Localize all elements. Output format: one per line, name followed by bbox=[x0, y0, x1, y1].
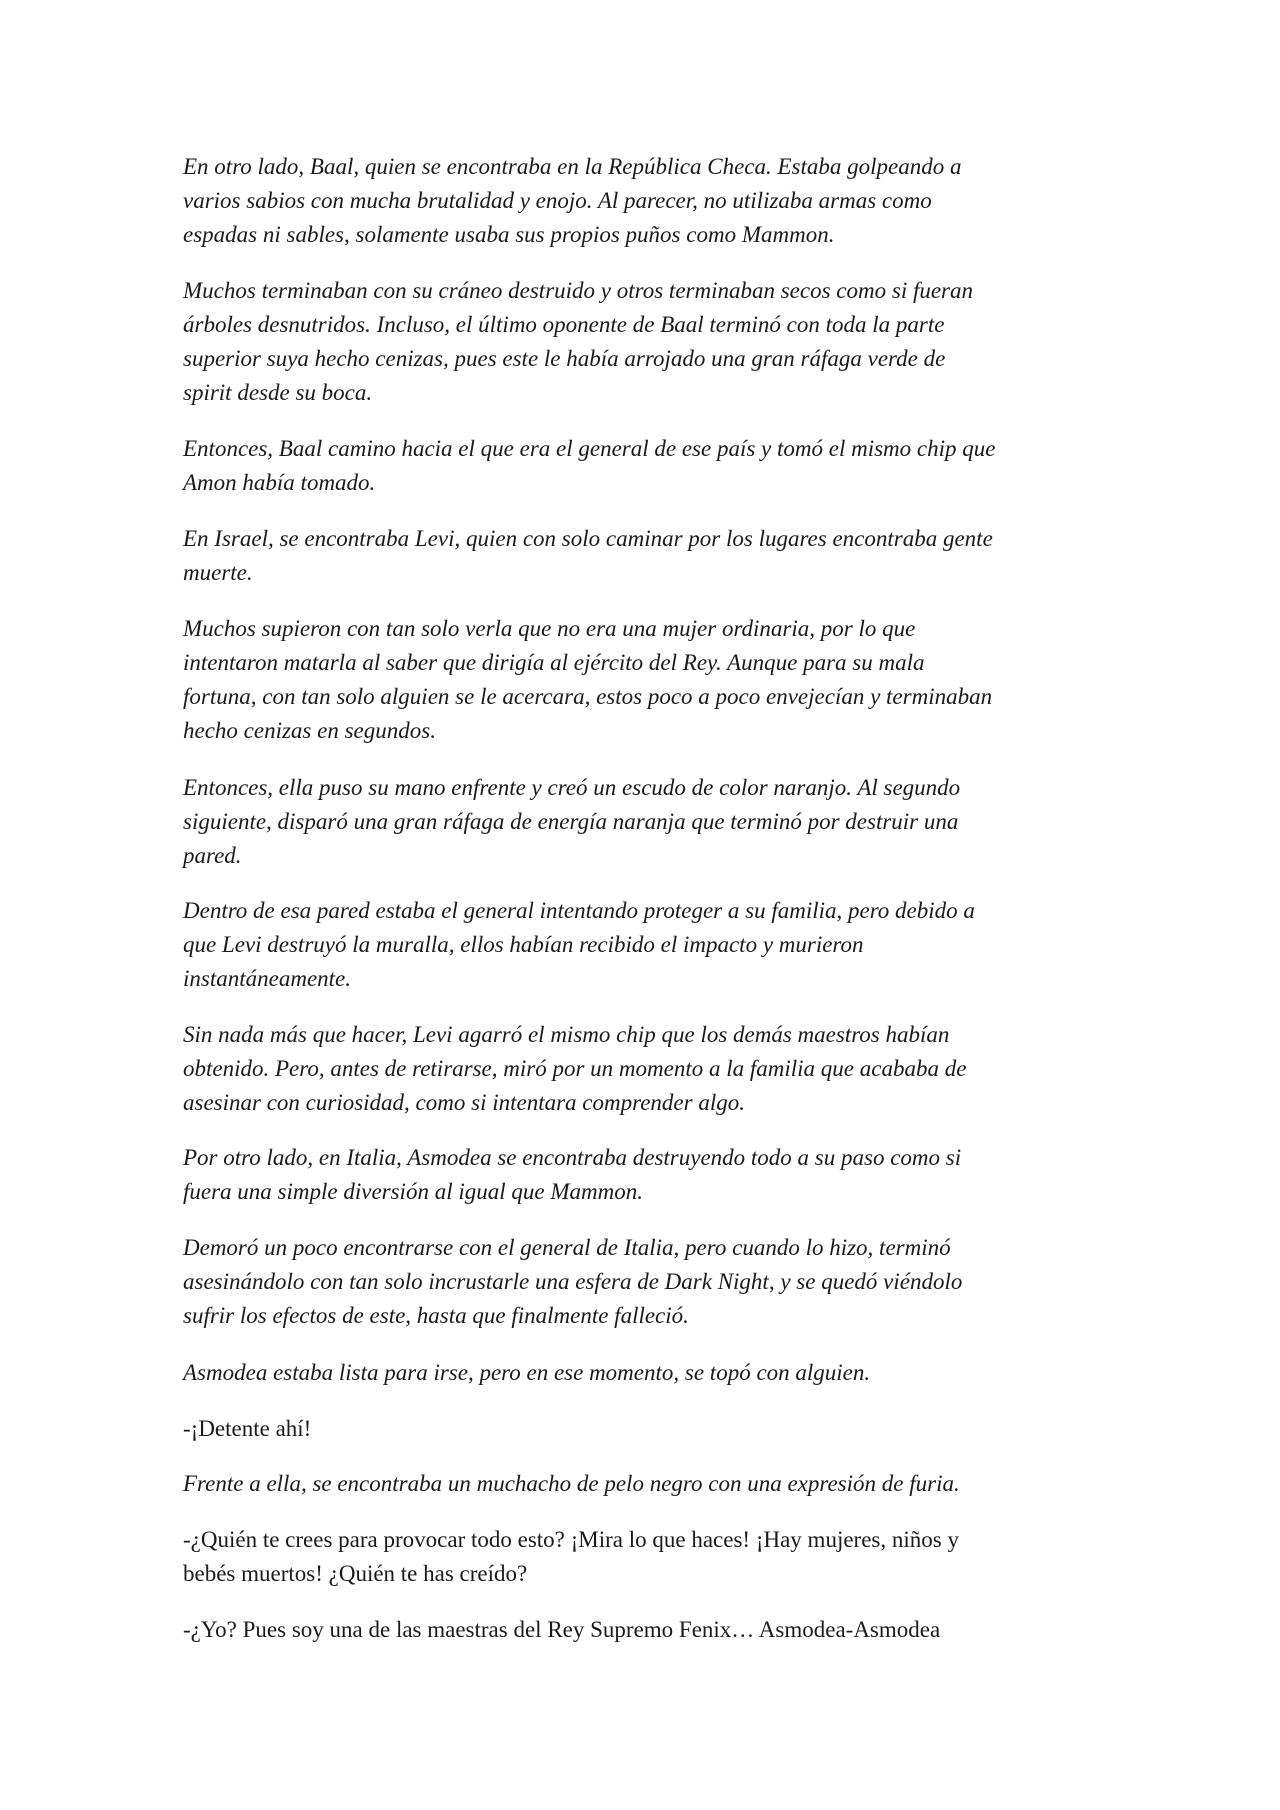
text-line: instantáneamente. bbox=[183, 966, 351, 991]
paragraph bbox=[183, 1523, 959, 1591]
text-line: -¿Yo? Pues soy una de las maestras del Rey Supremo Fenix… Asmodea-Asmodea bbox=[183, 1617, 941, 1642]
text-line: hecho cenizas en segundos. bbox=[183, 718, 436, 743]
text-line: sufrir los efectos de este, hasta que finalmente falleció. bbox=[183, 1303, 689, 1328]
text-line: pared. bbox=[183, 843, 242, 868]
paragraph bbox=[183, 274, 973, 410]
paragraph bbox=[183, 1412, 311, 1446]
paragraph bbox=[183, 432, 995, 500]
text-line: -¡Detente ahí! bbox=[183, 1416, 312, 1441]
paragraph bbox=[183, 150, 961, 252]
paragraph bbox=[183, 1018, 966, 1120]
text-line: Muchos terminaban con su cráneo destruido y otros terminaban secos como si fueran bbox=[183, 278, 974, 303]
text-line: Entonces, ella puso su mano enfrente y creó un escudo de color naranjo. Al segundo bbox=[183, 775, 961, 800]
text-line: Frente a ella, se encontraba un muchacho de pelo negro con una expresión de furia. bbox=[183, 1471, 960, 1496]
paragraph bbox=[183, 612, 992, 748]
text-line: muerte. bbox=[183, 560, 253, 585]
paragraph bbox=[183, 771, 960, 873]
text-line: Amon había tomado. bbox=[183, 470, 376, 495]
text-line: En otro lado, Baal, quien se encontraba en la República Checa. Estaba golpeando a bbox=[183, 154, 962, 179]
text-line: que Levi destruyó la muralla, ellos habían recibido el impacto y murieron bbox=[183, 932, 864, 957]
text-line: árboles desnutridos. Incluso, el último oponente de Baal terminó con toda la parte bbox=[183, 312, 945, 337]
text-line: obtenido. Pero, antes de retirarse, miró por un momento a la familia que acababa de bbox=[183, 1056, 967, 1081]
text-line: varios sabios con mucha brutalidad y enojo. Al parecer, no utilizaba armas como bbox=[183, 188, 932, 213]
text-line: -¿Quién te crees para provocar todo esto? ¡Mira lo que haces! ¡Hay mujeres, niños y bbox=[183, 1527, 959, 1552]
text-line: superior suya hecho cenizas, pues este le había arrojado una gran ráfaga verde de bbox=[183, 346, 946, 371]
paragraph bbox=[183, 1231, 962, 1333]
text-line: En Israel, se encontraba Levi, quien con solo caminar por los lugares encontraba gente bbox=[183, 526, 993, 551]
text-line: bebés muertos! ¿Quién te has creído? bbox=[183, 1561, 528, 1586]
text-line: Demoró un poco encontrarse con el general de Italia, pero cuando lo hizo, terminó bbox=[183, 1235, 951, 1260]
text-line: Entonces, Baal camino hacia el que era el general de ese país y tomó el mismo chip que bbox=[183, 436, 996, 461]
paragraph bbox=[183, 1141, 961, 1209]
text-line: Por otro lado, en Italia, Asmodea se encontraba destruyendo todo a su paso como si bbox=[183, 1145, 962, 1170]
text-line: fuera una simple diversión al igual que Mammon. bbox=[183, 1179, 643, 1204]
text-line: Muchos supieron con tan solo verla que no era una mujer ordinaria, por lo que bbox=[183, 616, 916, 641]
paragraph bbox=[183, 1467, 960, 1501]
text-line: Asmodea estaba lista para irse, pero en ese momento, se topó con alguien. bbox=[183, 1360, 871, 1385]
text-line: asesinándolo con tan solo incrustarle una esfera de Dark Night, y se quedó viéndolo bbox=[183, 1269, 963, 1294]
text-line: spirit desde su boca. bbox=[183, 380, 373, 405]
text-line: espadas ni sables, solamente usaba sus propios puños como Mammon. bbox=[183, 222, 835, 247]
paragraph bbox=[183, 1613, 940, 1647]
text-line: Dentro de esa pared estaba el general intentando proteger a su familia, pero debido a bbox=[183, 898, 975, 923]
text-line: siguiente, disparó una gran ráfaga de energía naranja que terminó por destruir una bbox=[183, 809, 959, 834]
paragraph bbox=[183, 1356, 870, 1390]
paragraph bbox=[183, 522, 993, 590]
paragraph bbox=[183, 894, 975, 996]
text-line: fortuna, con tan solo alguien se le acercara, estos poco a poco envejecían y terminaban bbox=[183, 684, 993, 709]
text-line: intentaron matarla al saber que dirigía al ejército del Rey. Aunque para su mala bbox=[183, 650, 925, 675]
text-line: Sin nada más que hacer, Levi agarró el mismo chip que los demás maestros habían bbox=[183, 1022, 950, 1047]
text-line: asesinar con curiosidad, como si intentara comprender algo. bbox=[183, 1090, 745, 1115]
